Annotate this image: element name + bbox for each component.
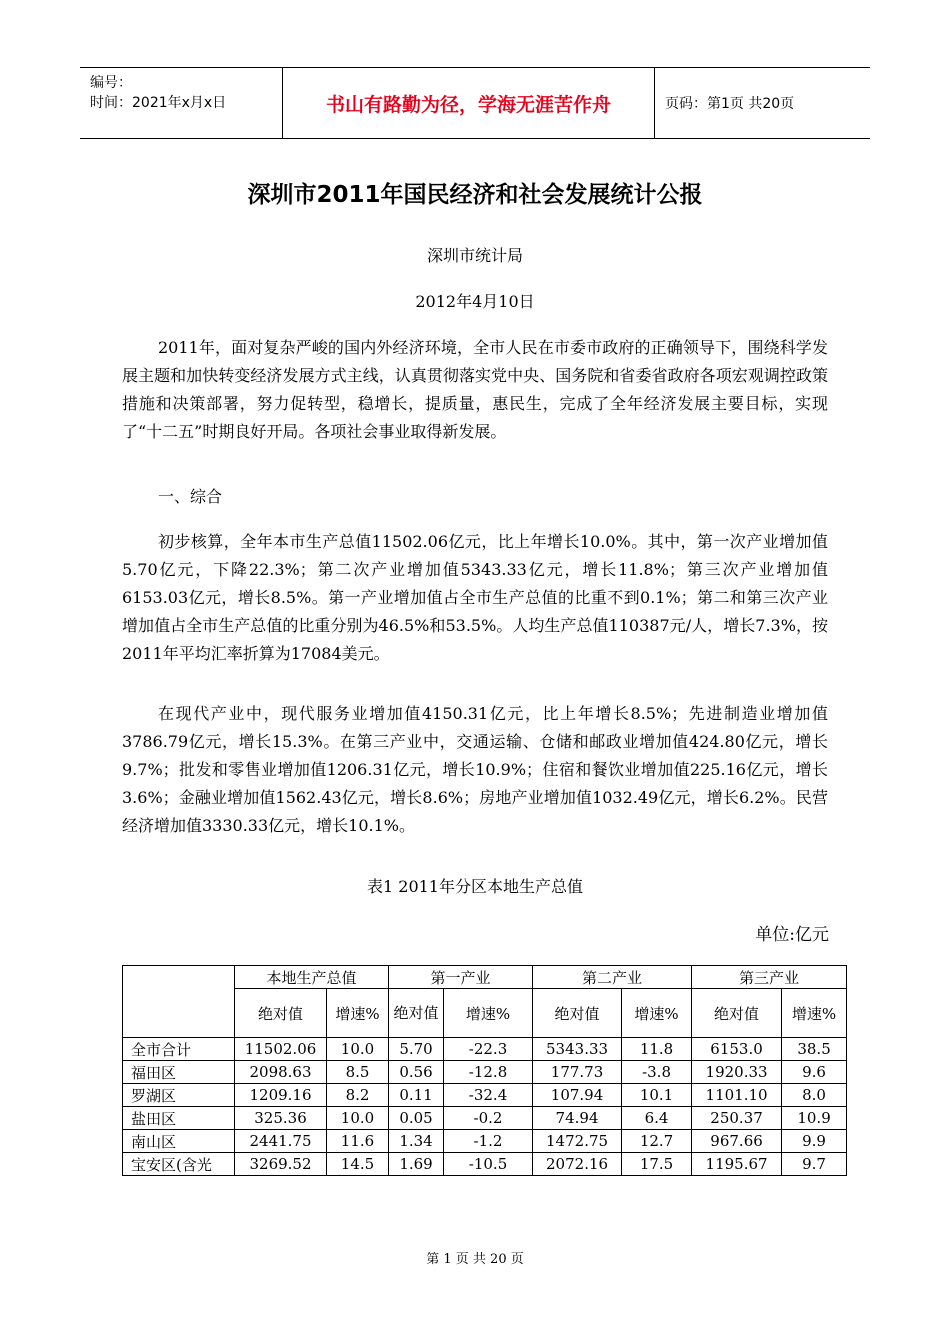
sub-header: 绝对值 [235,989,327,1038]
sub-header: 增速% [444,989,533,1038]
document-title: 深圳市2011年国民经济和社会发展统计公报 [247,182,703,208]
serial-label: 编号： [90,75,132,91]
time-label: 时间：2021年x月x日 [90,95,227,111]
value-cell: 8.5 [327,1061,389,1084]
value-cell: 9.9 [782,1130,847,1153]
motto: 书山有路勤为径，学海无涯苦作舟 [325,94,611,116]
header-motto-cell [283,68,655,138]
value-cell: 6.4 [622,1107,692,1130]
value-cell: 38.5 [782,1038,847,1061]
value-cell: 8.2 [327,1084,389,1107]
value-cell: 1.34 [389,1130,444,1153]
sub-header: 增速% [327,989,389,1038]
group-header: 第三产业 [692,966,847,989]
value-cell: 10.9 [782,1107,847,1130]
value-cell: 5343.33 [533,1038,622,1061]
sub-header: 绝对值 [692,989,782,1038]
value-cell: -10.5 [444,1153,533,1176]
district-name-cell: 福田区 [123,1061,235,1084]
issue-date: 2012年4月10日 [415,292,535,311]
value-cell: 325.36 [235,1107,327,1130]
value-cell: 250.37 [692,1107,782,1130]
value-cell: 0.05 [389,1107,444,1130]
value-cell: 1195.67 [692,1153,782,1176]
modern-industry-paragraph: 在现代产业中，现代服务业增加值4150.31亿元，比上年增长8.5%；先进制造业增加值3786.79亿元，增长15.3%。在第三产业中，交通运输、仓储和邮政业增加值424.80亿元，增长9.7%；批发和零售业增加值1206.31亿元，增长10.9%；住宿和餐饮业增加值225.16亿元，增长3.6%；金融业增加值1562.43亿元，增长8.6%；房地产业增加值1032.49亿元，增长6.2%。民营经济增加值3330.33亿元，增长10.1%。 [122,704,828,835]
district-name-cell: 罗湖区 [123,1084,235,1107]
value-cell: 9.7 [782,1153,847,1176]
value-cell: 2441.75 [235,1130,327,1153]
value-cell: 0.56 [389,1061,444,1084]
value-cell: 11.6 [327,1130,389,1153]
value-cell: 9.6 [782,1061,847,1084]
table-row [123,1153,847,1176]
value-cell: 2072.16 [533,1153,622,1176]
value-cell: -32.4 [444,1084,533,1107]
issuing-org: 深圳市统计局 [426,246,523,265]
sub-header: 增速% [622,989,692,1038]
table-group-header [123,966,847,989]
value-cell: 74.94 [533,1107,622,1130]
value-cell: 1920.33 [692,1061,782,1084]
value-cell: 10.1 [622,1084,692,1107]
intro-paragraph: 2011年，面对复杂严峻的国内外经济环境，全市人民在市委市政府的正确领导下，围绕科学发展主题和加快转变经济发展方式主线，认真贯彻落实党中央、国务院和省委省政府各项宏观调控政策措施和决策部署，努力促转型，稳增长，提质量，惠民生，完成了全年经济发展主要目标，实现了“十二五”时期良好开局。各项社会事业取得新发展。 [122,338,828,441]
header-box [80,67,870,139]
value-cell: 0.11 [389,1084,444,1107]
value-cell: 3269.52 [235,1153,327,1176]
table-row [123,1038,847,1061]
value-cell: -12.8 [444,1061,533,1084]
page-footer: 第 1 页 共 20 页 [426,1252,524,1267]
group-header: 第一产业 [389,966,533,989]
sub-header: 绝对值 [389,989,444,1038]
group-header: 本地生产总值 [235,966,389,989]
value-cell: -0.2 [444,1107,533,1130]
value-cell: 1209.16 [235,1084,327,1107]
value-cell: 8.0 [782,1084,847,1107]
value-cell: 1472.75 [533,1130,622,1153]
district-name-cell: 宝安区(含光 [123,1153,235,1176]
section-heading: 一、综合 [158,487,223,506]
value-cell: 10.0 [327,1038,389,1061]
corner-cell [123,966,235,1038]
value-cell: 12.7 [622,1130,692,1153]
table-row [123,1130,847,1153]
table-unit: 单位:亿元 [755,925,829,945]
table-row [123,1084,847,1107]
value-cell: 107.94 [533,1084,622,1107]
header-meta-cell [80,68,283,138]
value-cell: 177.73 [533,1061,622,1084]
district-name-cell: 全市合计 [123,1038,235,1061]
value-cell: 1.69 [389,1153,444,1176]
sub-header: 绝对值 [533,989,622,1038]
value-cell: 1101.10 [692,1084,782,1107]
table-body [123,1038,847,1176]
value-cell: -3.8 [622,1061,692,1084]
table-row [123,1061,847,1084]
value-cell: 967.66 [692,1130,782,1153]
district-gdp-table [122,965,847,1176]
table-row [123,1107,847,1130]
value-cell: 10.0 [327,1107,389,1130]
header-page-cell [655,68,870,138]
sub-header: 增速% [782,989,847,1038]
value-cell: 17.5 [622,1153,692,1176]
value-cell: 5.70 [389,1038,444,1061]
value-cell: 14.5 [327,1153,389,1176]
table-caption: 表1 2011年分区本地生产总值 [367,877,583,896]
page-info: 页码：第1页 共20页 [665,96,795,112]
gdp-paragraph: 初步核算，全年本市生产总值11502.06亿元，比上年增长10.0%。其中，第一次产业增加值5.70亿元，下降22.3%；第二次产业增加值5343.33亿元，增长11.8%；第三次产业增加值6153.03亿元，增长8.5%。第一产业增加值占全市生产总值的比重不到0.1%；第二和第三次产业增加值占全市生产总值的比重分别为46.5%和53.5%。人均生产总值110387元/人，增长7.3%，按2011年平均汇率折算为17084美元。 [122,532,828,663]
district-name-cell: 盐田区 [123,1107,235,1130]
group-header: 第二产业 [533,966,692,989]
value-cell: 2098.63 [235,1061,327,1084]
value-cell: 11.8 [622,1038,692,1061]
value-cell: -22.3 [444,1038,533,1061]
value-cell: -1.2 [444,1130,533,1153]
value-cell: 6153.0 [692,1038,782,1061]
district-name-cell: 南山区 [123,1130,235,1153]
value-cell: 11502.06 [235,1038,327,1061]
